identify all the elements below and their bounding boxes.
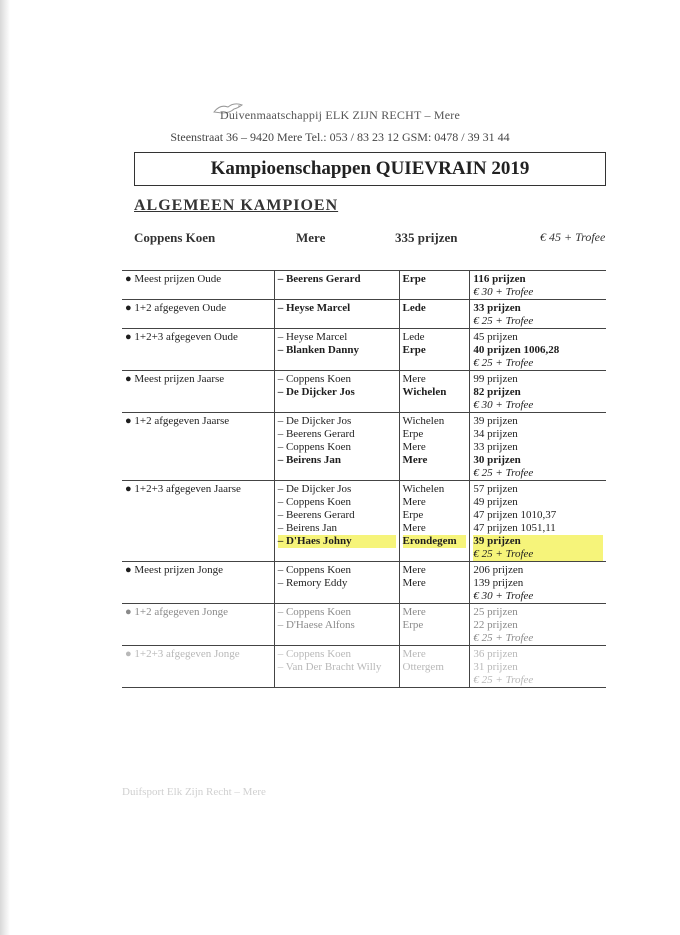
participant-results-entry: € 25 + Trofee [473, 467, 534, 479]
category-row [122, 562, 606, 604]
category-label-text: ● 1+2 afgegeven Oude [125, 302, 227, 314]
participant-names [274, 646, 399, 688]
category-row [122, 329, 606, 371]
participant-names-entry: – Coppens Koen [277, 373, 352, 385]
participant-places-entry: Mere [402, 373, 426, 385]
participant-results-entry: 34 prijzen [473, 428, 518, 440]
participant-names [274, 300, 399, 329]
category-row [122, 604, 606, 646]
participant-places [399, 562, 470, 604]
participant-places-entry: Erpe [402, 428, 424, 440]
participant-places-entry: Wichelen [402, 483, 445, 495]
participant-names-entry: – Coppens Koen [277, 606, 352, 618]
participant-results [470, 604, 606, 646]
category-label [122, 604, 274, 646]
participant-places-entry: Erpe [402, 273, 426, 285]
participant-places-entry: Mere [402, 496, 426, 508]
participant-places [399, 646, 470, 688]
category-label [122, 481, 274, 562]
participant-results [470, 329, 606, 371]
participant-results [470, 481, 606, 562]
category-label [122, 300, 274, 329]
participant-names-entry: – Coppens Koen [277, 564, 352, 576]
participant-results [470, 371, 606, 413]
general-champion-name: Coppens Koen [134, 230, 216, 245]
participant-places [399, 481, 470, 562]
participant-names [274, 413, 399, 481]
category-label-text: ● Meest prijzen Jaarse [125, 373, 225, 385]
participant-places [399, 329, 470, 371]
category-label-text: ● 1+2+3 afgegeven Oude [125, 331, 238, 343]
participant-names-entry: – Coppens Koen [277, 648, 352, 660]
participant-names-entry: – Beerens Gerard [277, 273, 361, 285]
participant-places-entry: Mere [402, 522, 426, 534]
participant-places-entry: Mere [402, 606, 426, 618]
participant-places-entry: Mere [402, 648, 426, 660]
participant-results-entry: € 25 + Trofee [473, 315, 534, 327]
general-champion-place: Mere [296, 230, 326, 245]
participant-results-entry: 57 prijzen [473, 483, 518, 495]
participant-names-entry: – Beirens Jan [277, 522, 337, 534]
general-champion-count: 335 prijzen [395, 230, 458, 245]
participant-names-entry: – D'Haes Johny [278, 535, 396, 548]
participant-results [470, 413, 606, 481]
participant-places-entry: Erpe [402, 344, 426, 356]
participant-names-entry: – Remory Eddy [277, 577, 348, 589]
participant-results-entry: 47 prijzen 1051,11 [473, 522, 556, 534]
participant-results-entry: 22 prijzen [473, 619, 518, 631]
participant-places [399, 371, 470, 413]
participant-places [399, 271, 470, 300]
participant-places-entry: Mere [402, 577, 426, 589]
participant-results-entry: 31 prijzen [473, 661, 518, 673]
participant-places-entry: Wichelen [402, 415, 445, 427]
participant-names [274, 562, 399, 604]
participant-results-entry: 33 prijzen [473, 302, 521, 314]
category-row [122, 271, 606, 300]
category-row [122, 371, 606, 413]
participant-places-entry: Mere [402, 454, 428, 466]
section-title: ALGEMEEN KAMPIOEN [134, 197, 339, 214]
category-row [122, 646, 606, 688]
participant-places-entry: Mere [402, 441, 426, 453]
participant-results-entry: 116 prijzen [473, 273, 526, 285]
participant-names [274, 329, 399, 371]
participant-names [274, 481, 399, 562]
participant-places [399, 604, 470, 646]
participant-results-entry: € 25 + Trofee [473, 674, 534, 686]
participant-results-entry: 49 prijzen [473, 496, 518, 508]
club-address: Steenstraat 36 – 9420 Mere Tel.: 053 / 83 23 12 GSM: 0478 / 39 31 44 [170, 130, 510, 144]
participant-names-entry: – Coppens Koen [277, 496, 352, 508]
participant-results-entry: € 30 + Trofee [473, 399, 534, 411]
participant-names-entry: – Heyse Marcel [277, 302, 351, 314]
participant-names-entry: – Blanken Danny [277, 344, 359, 356]
participant-results-entry: 139 prijzen [473, 577, 524, 589]
club-name: Duivenmaatschappij ELK ZIJN RECHT – Mere [219, 108, 461, 122]
general-champion-prize: € 45 + Trofee [540, 230, 606, 244]
participant-results-entry: 39 prijzen [473, 415, 518, 427]
category-row [122, 413, 606, 481]
participant-results-entry: € 30 + Trofee [473, 590, 534, 602]
participant-names-entry: – De Dijcker Jos [277, 415, 352, 427]
footer-text: Duifsport Elk Zijn Recht – Mere [122, 786, 266, 798]
category-label [122, 271, 274, 300]
category-label [122, 371, 274, 413]
participant-results-entry: 36 prijzen [473, 648, 518, 660]
participant-names-entry: – De Dijcker Jos [277, 483, 352, 495]
participant-results [470, 271, 606, 300]
participant-places-entry: Lede [402, 302, 426, 314]
participant-places-entry: Lede [402, 331, 425, 343]
participant-names-entry: – Beerens Gerard [277, 428, 355, 440]
participant-places [399, 300, 470, 329]
category-label [122, 413, 274, 481]
category-row [122, 300, 606, 329]
participant-results-entry: 25 prijzen [473, 606, 518, 618]
participant-places-entry: Ottergem [402, 661, 444, 673]
participant-results-entry: 39 prijzen [473, 535, 603, 548]
participant-places-entry: Erpe [402, 509, 424, 521]
participant-results [470, 646, 606, 688]
participant-names [274, 604, 399, 646]
participant-names-entry: – D'Haese Alfons [277, 619, 355, 631]
participant-names-entry: – Coppens Koen [277, 441, 352, 453]
participant-names-entry: – Beerens Gerard [277, 509, 355, 521]
participant-places-entry: Mere [402, 564, 426, 576]
participant-names-entry: – De Dijcker Jos [277, 386, 355, 398]
category-label [122, 646, 274, 688]
participant-results-entry: € 25 + Trofee [473, 632, 534, 644]
participant-results-entry: € 25 + Trofee [473, 548, 603, 561]
page-title: Kampioenschappen QUIEVRAIN 2019 [210, 158, 530, 179]
category-label-text: ● 1+2+3 afgegeven Jaarse [125, 483, 241, 495]
participant-names [274, 271, 399, 300]
participant-results-entry: 33 prijzen [473, 441, 518, 453]
participant-names [274, 371, 399, 413]
participant-results-entry: 45 prijzen [473, 331, 518, 343]
participant-results-entry: 82 prijzen [473, 386, 521, 398]
category-label-text: ● 1+2 afgegeven Jonge [125, 606, 228, 618]
participant-results-entry: 40 prijzen 1006,28 [473, 344, 560, 356]
participant-names-entry: – Van Der Bracht Willy [277, 661, 382, 673]
title-box [134, 152, 606, 186]
category-label-text: ● 1+2 afgegeven Jaarse [125, 415, 230, 427]
participant-places-entry: Wichelen [402, 386, 447, 398]
participant-results-entry: € 30 + Trofee [473, 286, 534, 298]
category-label-text: ● 1+2+3 afgegeven Jonge [125, 648, 240, 660]
participant-places [399, 413, 470, 481]
category-label-text: ● Meest prijzen Jonge [125, 564, 223, 576]
category-label [122, 562, 274, 604]
category-label-text: ● Meest prijzen Oude [125, 273, 222, 285]
participant-results [470, 300, 606, 329]
participant-results [470, 562, 606, 604]
participant-results-entry: € 25 + Trofee [473, 357, 534, 369]
participant-results-entry: 206 prijzen [473, 564, 524, 576]
participant-results-entry: 30 prijzen [473, 454, 521, 466]
participant-results-entry: 47 prijzen 1010,37 [473, 509, 557, 521]
participant-places-entry: Erondegem [403, 535, 467, 548]
championship-table [122, 270, 606, 688]
category-row [122, 481, 606, 562]
participant-names-entry: – Beirens Jan [277, 454, 342, 466]
participant-places-entry: Erpe [402, 619, 424, 631]
participant-names-entry: – Heyse Marcel [277, 331, 348, 343]
category-label [122, 329, 274, 371]
participant-results-entry: 99 prijzen [473, 373, 518, 385]
